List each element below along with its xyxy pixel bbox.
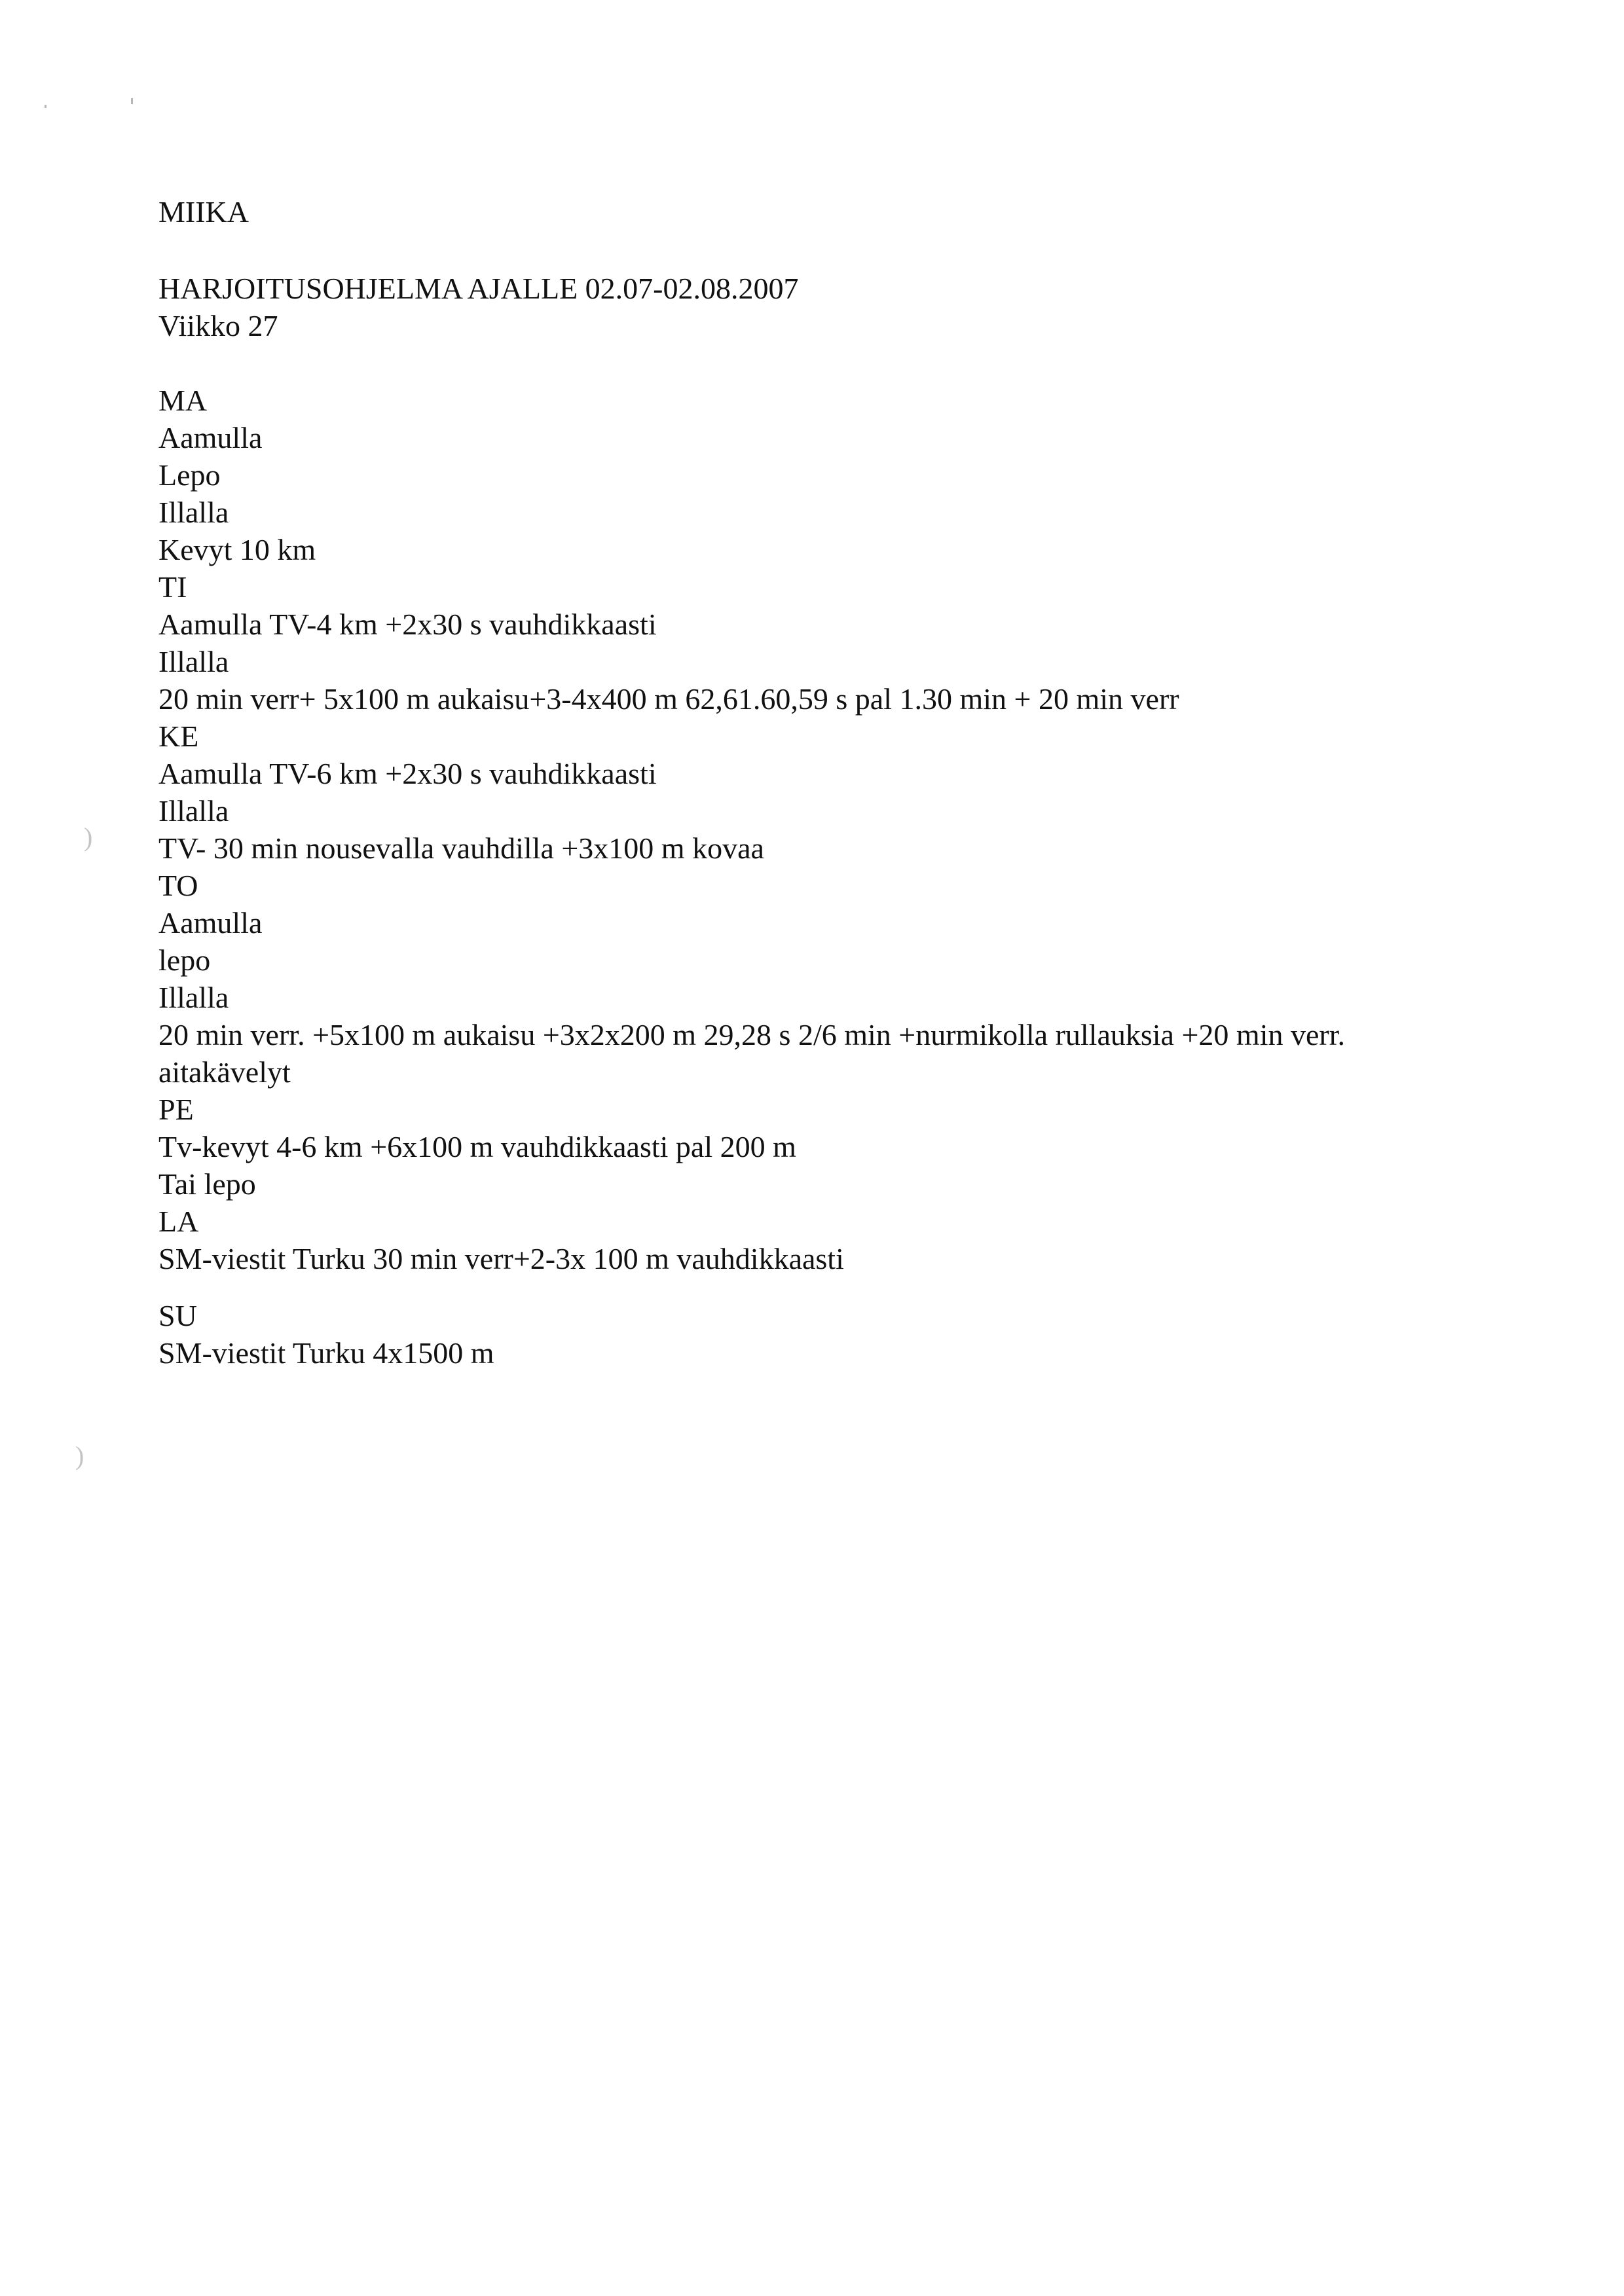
day-line: 20 min verr+ 5x100 m aukaisu+3-4x400 m 62,61.60,59 s pal 1.30 min + 20 min verr — [158, 682, 1179, 716]
day-line: Lepo — [158, 458, 221, 492]
day-line: Illalla — [158, 496, 229, 529]
day-line: Aamulla TV-6 km +2x30 s vauhdikkaasti — [158, 757, 657, 790]
day-line: Illalla — [158, 981, 229, 1014]
day-line: aitakävelyt — [158, 1055, 291, 1089]
scan-mark: ) — [75, 1441, 84, 1470]
day-line: TV- 30 min nousevalla vauhdilla +3x100 m kovaa — [158, 831, 764, 865]
day-line: Tai lepo — [158, 1167, 256, 1201]
scan-mark: ) — [84, 822, 93, 852]
day-heading-la: LA — [158, 1205, 199, 1238]
day-line: Aamulla — [158, 421, 263, 454]
day-line: Illalla — [158, 794, 229, 828]
day-heading-ti: TI — [158, 570, 187, 604]
day-heading-pe: PE — [158, 1093, 194, 1126]
day-line: Tv-kevyt 4-6 km +6x100 m vauhdikkaasti pal 200 m — [158, 1130, 796, 1163]
day-heading-ma: MA — [158, 384, 208, 417]
document-body — [158, 193, 1534, 1372]
day-line: Aamulla TV-4 km +2x30 s vauhdikkaasti — [158, 608, 657, 641]
day-line: 20 min verr. +5x100 m aukaisu +3x2x200 m 29,28 s 2/6 min +nurmikolla rullauksia +20 min verr. — [158, 1018, 1345, 1051]
day-line: SM-viestit Turku 4x1500 m — [158, 1336, 494, 1370]
program-title: HARJOITUSOHJELMA AJALLE 02.07-02.08.2007 — [158, 272, 799, 305]
header-name: MIIKA — [158, 195, 249, 228]
spacer — [158, 1277, 1534, 1297]
spacer — [158, 230, 1534, 270]
day-line: Kevyt 10 km — [158, 533, 316, 566]
week-label: Viikko 27 — [158, 309, 278, 342]
day-line: Illalla — [158, 645, 229, 678]
day-line: Aamulla — [158, 906, 263, 939]
scan-speck — [45, 105, 46, 108]
scan-speck — [131, 98, 133, 104]
day-heading-su: SU — [158, 1299, 197, 1332]
day-heading-ke: KE — [158, 720, 199, 753]
day-heading-to: TO — [158, 869, 198, 902]
spacer — [158, 344, 1534, 382]
day-line: SM-viestit Turku 30 min verr+2-3x 100 m vauhdikkaasti — [158, 1242, 844, 1275]
day-line: lepo — [158, 943, 211, 977]
